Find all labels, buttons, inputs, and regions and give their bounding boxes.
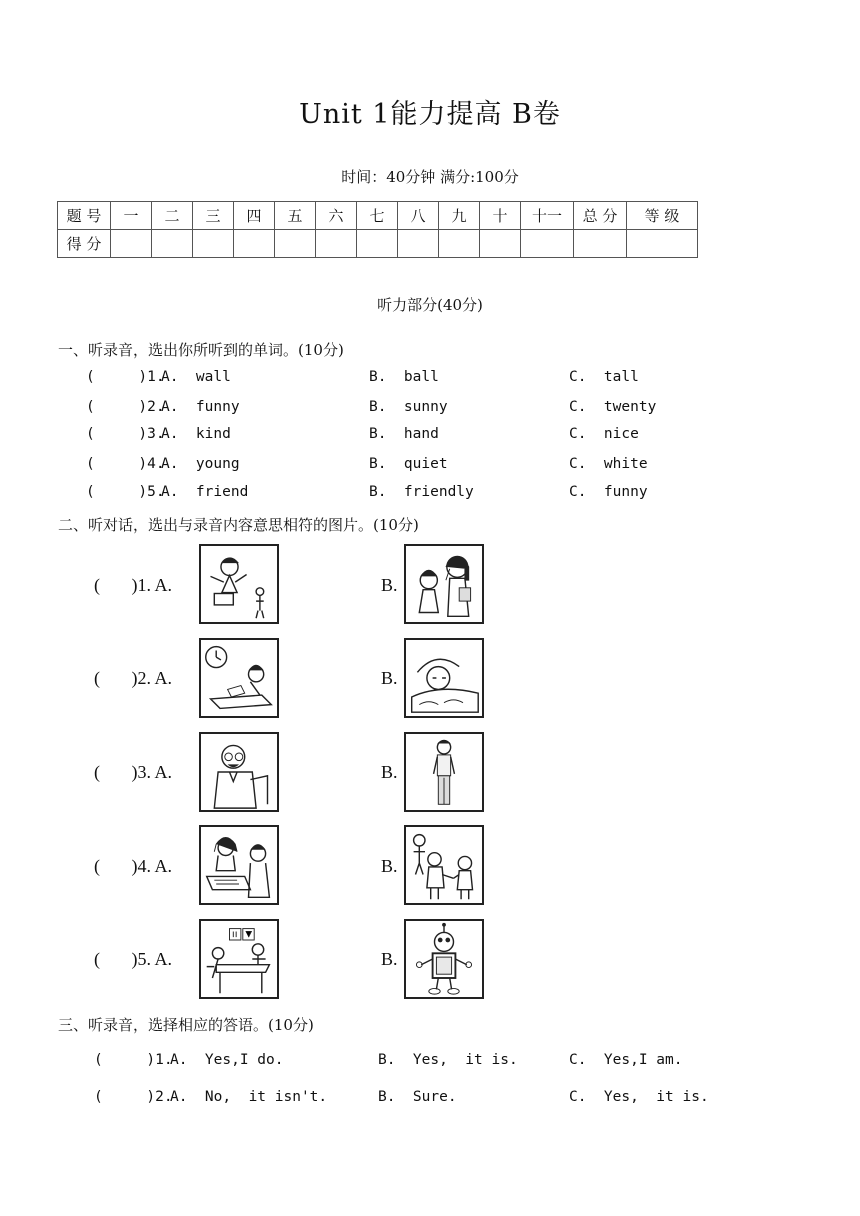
two-girls-illustration — [406, 546, 482, 622]
question-number: ( )1. — [94, 1052, 173, 1068]
table-cell: 十一 — [521, 202, 574, 230]
score-table — [57, 201, 698, 258]
table-cell: 总 分 — [574, 202, 627, 230]
option-a: A. No, it isn't. — [170, 1089, 328, 1105]
score-input-cell[interactable] — [111, 230, 152, 258]
table-cell: 题 号 — [58, 202, 111, 230]
question-label: ( )1. A. — [94, 575, 172, 595]
option-b: B. ball — [369, 369, 439, 385]
score-input-cell[interactable] — [439, 230, 480, 258]
picture-option-2a[interactable] — [199, 638, 279, 718]
score-input-cell[interactable] — [521, 230, 574, 258]
question-number: ( )1. — [86, 369, 165, 385]
option-b: B. hand — [369, 426, 439, 442]
option-b: B. sunny — [369, 399, 448, 415]
table-cell: 八 — [398, 202, 439, 230]
question-number: ( )2. — [86, 399, 165, 415]
option-b: B. friendly — [369, 484, 474, 500]
table-cell: 五 — [275, 202, 316, 230]
people-shaking-hands-illustration — [406, 827, 482, 903]
picture-option-5b[interactable] — [404, 919, 484, 999]
picture-option-3a[interactable] — [199, 732, 279, 812]
picture-option-5a[interactable] — [199, 919, 279, 999]
section3-heading: 三、听录音，选择相应的答语。(10分) — [58, 1016, 314, 1034]
section2-heading: 二、听对话，选出与录音内容意思相符的图片。(10分) — [58, 516, 419, 534]
picture-option-1a[interactable] — [199, 544, 279, 624]
option-b: B. quiet — [369, 456, 448, 472]
question-number: ( )2. — [94, 1089, 173, 1105]
option-a: A. funny — [161, 399, 240, 415]
option-c: C. nice — [569, 426, 639, 442]
picture-option-1b[interactable] — [404, 544, 484, 624]
table-cell: 四 — [234, 202, 275, 230]
option-a: A. friend — [161, 484, 249, 500]
option-b-label: B. — [381, 762, 398, 782]
option-c: C. twenty — [569, 399, 657, 415]
playing-table-tennis-illustration — [201, 921, 277, 997]
listening-header: 听力部分(40分) — [377, 296, 483, 314]
question-number: ( )4. — [86, 456, 165, 472]
score-input-cell[interactable] — [574, 230, 627, 258]
table-cell: 九 — [439, 202, 480, 230]
option-b-label: B. — [381, 856, 398, 876]
option-c: C. funny — [569, 484, 648, 500]
girl-and-woman-at-desk-illustration — [201, 827, 277, 903]
option-c: C. tall — [569, 369, 639, 385]
picture-option-3b[interactable] — [404, 732, 484, 812]
option-b-label: B. — [381, 949, 398, 969]
question-label: ( )5. A. — [94, 949, 172, 969]
clock-and-reading-girl-illustration — [201, 640, 277, 716]
question-number: ( )5. — [86, 484, 165, 500]
table-cell: 三 — [193, 202, 234, 230]
section1-heading: 一、听录音，选出你所听到的单词。(10分) — [58, 341, 344, 359]
table-cell: 十 — [480, 202, 521, 230]
question-label: ( )4. A. — [94, 856, 172, 876]
score-input-cell[interactable] — [357, 230, 398, 258]
old-man-speaking-illustration — [201, 734, 277, 810]
score-table-header-row — [58, 202, 698, 230]
option-a: A. Yes,I do. — [170, 1052, 284, 1068]
question-label: ( )3. A. — [94, 762, 172, 782]
picture-option-2b[interactable] — [404, 638, 484, 718]
question-label: ( )2. A. — [94, 668, 172, 688]
girl-jumping-illustration — [201, 546, 277, 622]
picture-option-4a[interactable] — [199, 825, 279, 905]
table-cell: 二 — [152, 202, 193, 230]
option-b: B. Sure. — [378, 1089, 457, 1105]
table-cell: 七 — [357, 202, 398, 230]
option-b: B. Yes, it is. — [378, 1052, 518, 1068]
score-input-cell[interactable] — [234, 230, 275, 258]
option-b-label: B. — [381, 575, 398, 595]
option-c: C. white — [569, 456, 648, 472]
question-number: ( )3. — [86, 426, 165, 442]
table-cell: 等 级 — [627, 202, 698, 230]
score-input-cell[interactable] — [316, 230, 357, 258]
standing-man-illustration — [406, 734, 482, 810]
option-b-label: B. — [381, 668, 398, 688]
option-c: C. Yes,I am. — [569, 1052, 683, 1068]
score-input-cell[interactable] — [275, 230, 316, 258]
robot-illustration — [406, 921, 482, 997]
page-title: Unit 1能力提高 B卷 — [299, 99, 561, 130]
exam-meta: 时间：40分钟 满分:100分 — [341, 168, 519, 186]
score-input-cell[interactable] — [152, 230, 193, 258]
option-a: A. wall — [161, 369, 231, 385]
score-input-cell[interactable] — [627, 230, 698, 258]
table-cell: 得 分 — [58, 230, 111, 258]
option-a: A. kind — [161, 426, 231, 442]
score-table-score-row — [58, 230, 698, 258]
option-c: C. Yes, it is. — [569, 1089, 709, 1105]
score-input-cell[interactable] — [480, 230, 521, 258]
picture-option-4b[interactable] — [404, 825, 484, 905]
option-a: A. young — [161, 456, 240, 472]
score-input-cell[interactable] — [193, 230, 234, 258]
table-cell: 六 — [316, 202, 357, 230]
score-input-cell[interactable] — [398, 230, 439, 258]
table-cell: 一 — [111, 202, 152, 230]
sleeping-girl-illustration — [406, 640, 482, 716]
